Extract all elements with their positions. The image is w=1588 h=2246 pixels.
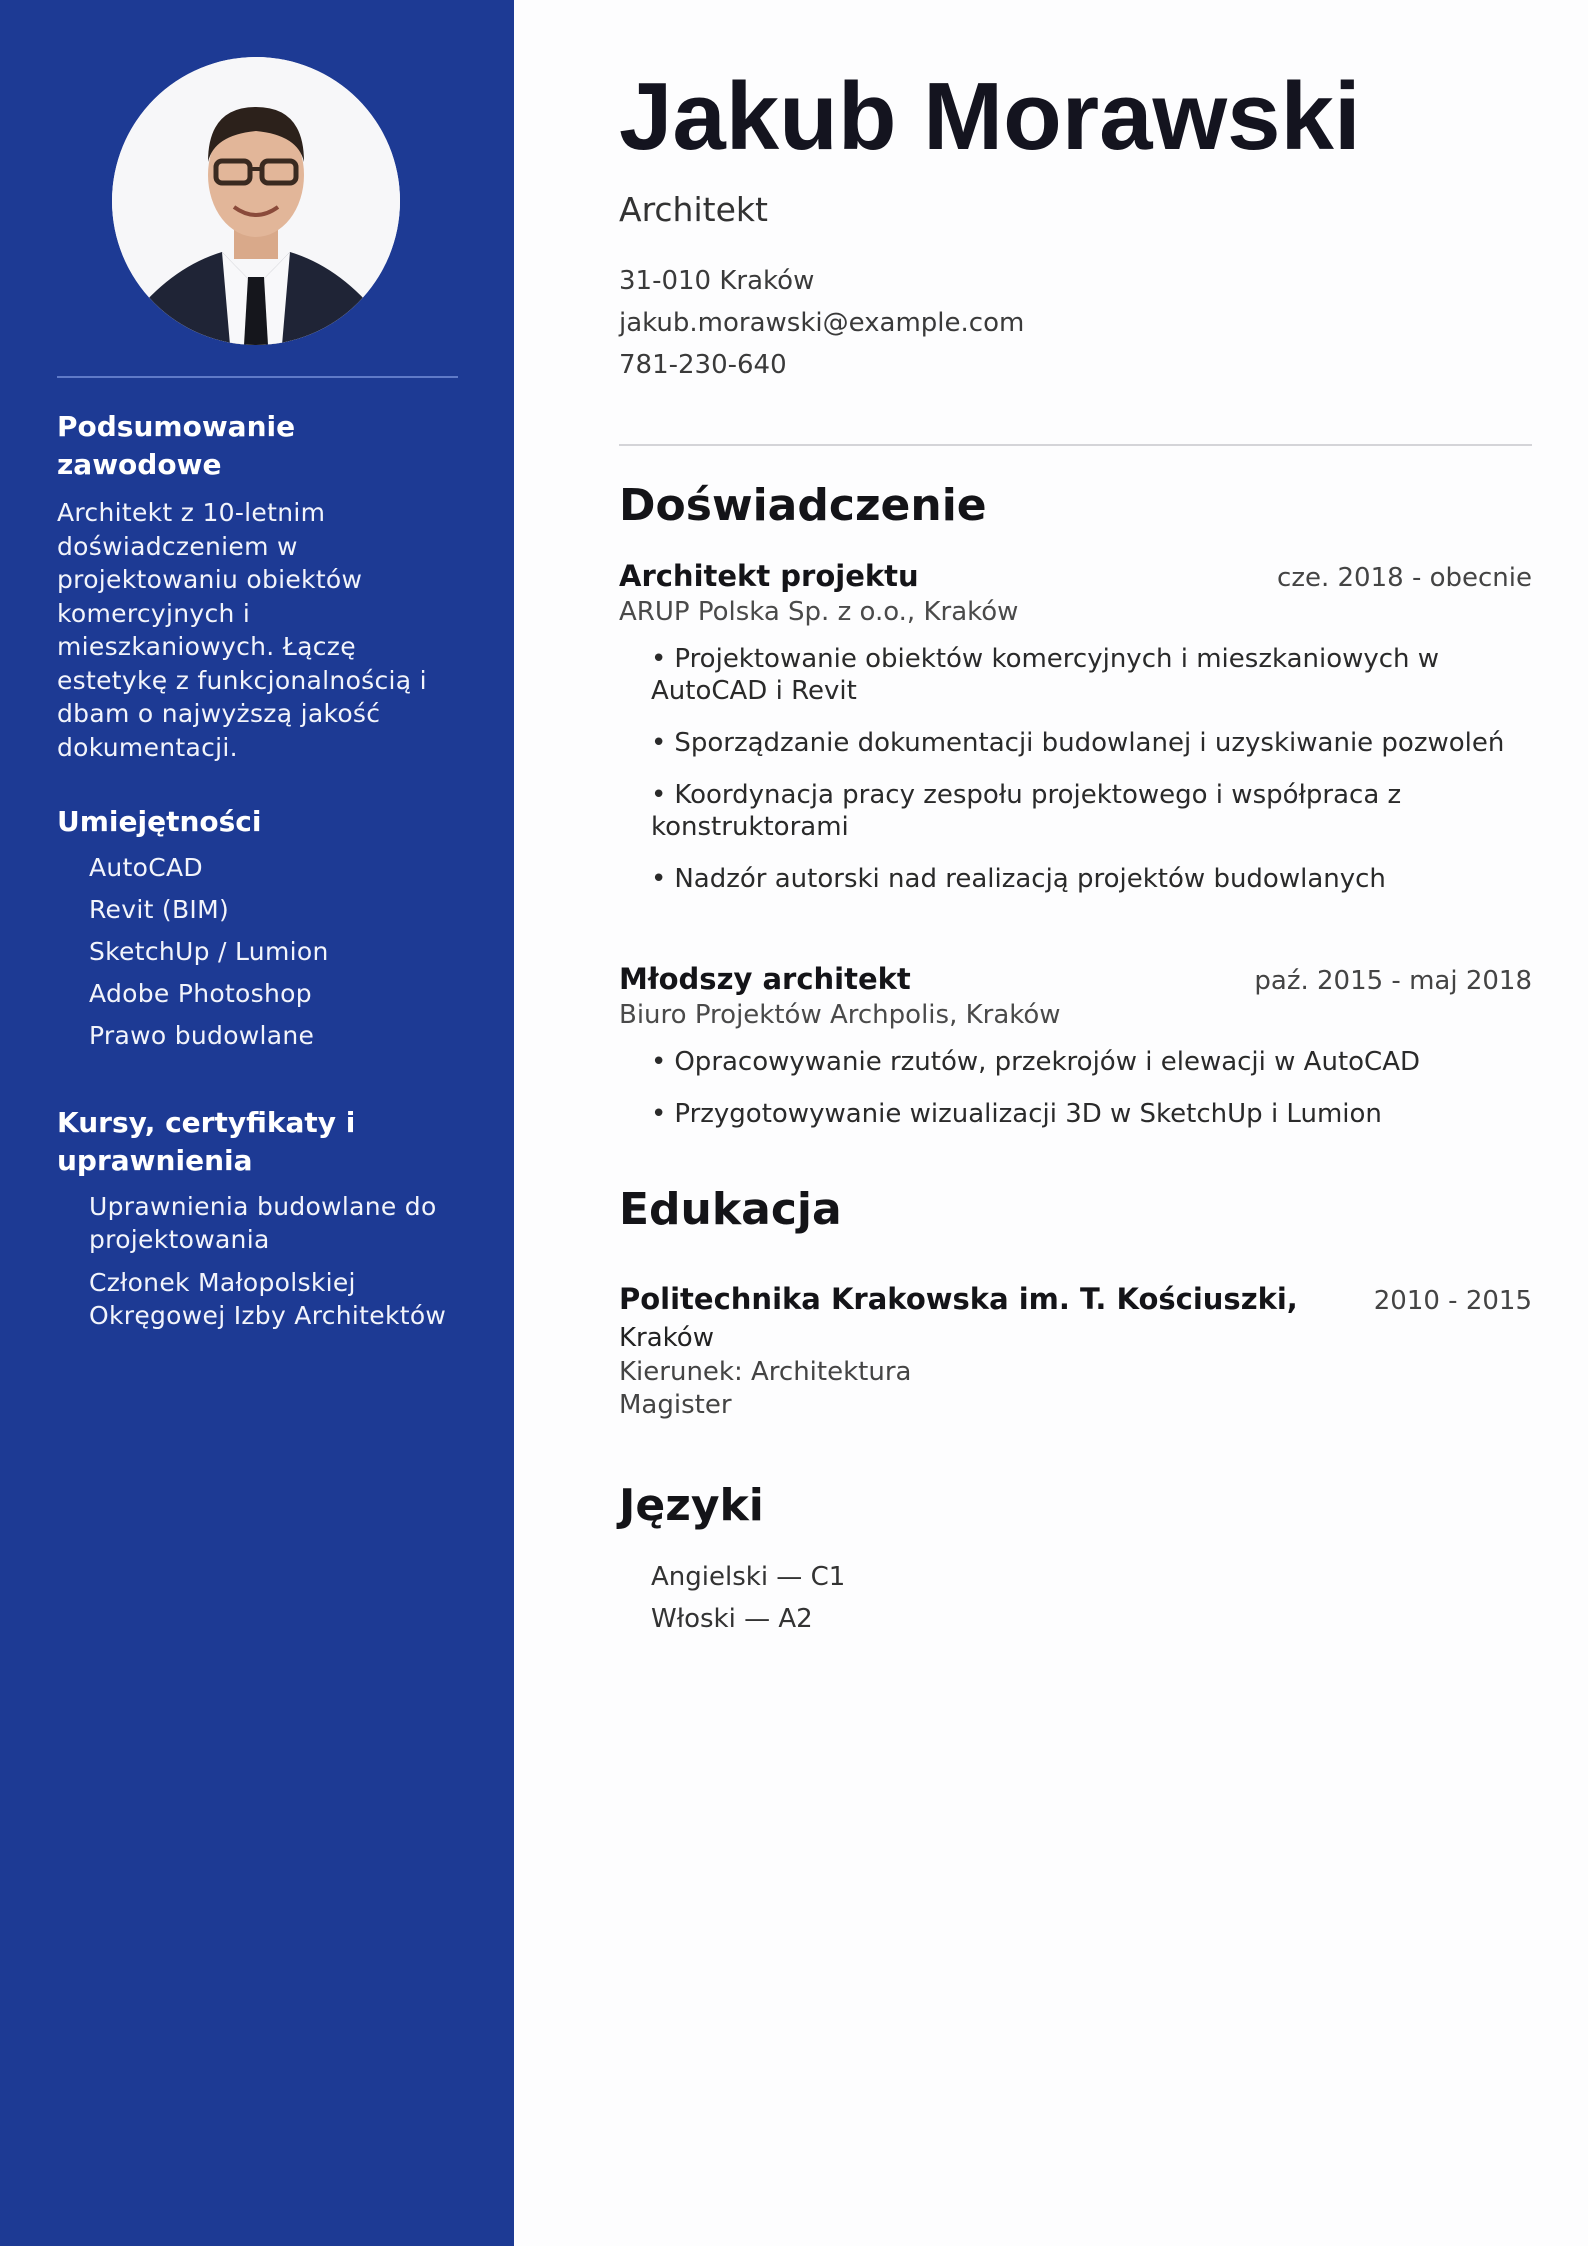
skill-item: Adobe Photoshop [89, 979, 312, 1008]
languages-heading: Języki [619, 1480, 764, 1531]
certs-section [57, 1104, 447, 1342]
cert-item: Uprawnienia budowlane do projektowania [89, 1192, 437, 1254]
language-item: Angielski — C1 [651, 1562, 846, 1592]
certs-list [57, 1190, 447, 1332]
skill-item: Prawo budowlane [89, 1021, 315, 1050]
languages-list [651, 1556, 845, 1640]
contact-address: 31-010 Kraków [619, 266, 815, 296]
job-bullet: • Sporządzanie dokumentacji budowlanej i uzyskiwanie pozwoleń [651, 728, 1505, 758]
profile-photo [112, 57, 400, 345]
education-entry [619, 1280, 1532, 1422]
sidebar-divider [57, 376, 458, 378]
person-portrait-icon [112, 57, 400, 345]
job-bullet: • Projektowanie obiektów komercyjnych i mieszkaniowych w AutoCAD i Revit [651, 644, 1440, 706]
skill-item: AutoCAD [89, 853, 203, 882]
summary-section [57, 408, 467, 764]
edu-degree: Magister [619, 1390, 732, 1420]
edu-school: Politechnika Krakowska im. T. Kościuszki, [619, 1282, 1298, 1316]
skills-section [57, 803, 467, 1061]
job-role: Młodszy architekt [619, 962, 911, 996]
job-role: Architekt projektu [619, 559, 919, 593]
certs-heading: Kursy, certyfikaty i uprawnienia [57, 1106, 356, 1177]
job-entry [619, 557, 1532, 915]
contact-list [619, 260, 1024, 386]
contact-phone: 781-230-640 [619, 350, 787, 380]
job-bullet: • Opracowywanie rzutów, przekrojów i elewacji w AutoCAD [651, 1047, 1421, 1077]
edu-city: Kraków [619, 1323, 714, 1353]
summary-heading: Podsumowanie zawodowe [57, 410, 296, 481]
job-company: ARUP Polska Sp. z o.o., Kraków [619, 597, 1019, 627]
job-entry [619, 960, 1532, 1150]
job-bullets [619, 643, 1532, 895]
candidate-name: Jakub Morawski [619, 63, 1361, 170]
skills-heading: Umiejętności [57, 805, 262, 838]
skill-item: Revit (BIM) [89, 895, 230, 924]
edu-field: Kierunek: Architektura [619, 1357, 912, 1387]
language-item: Włoski — A2 [651, 1604, 813, 1634]
cert-item: Członek Małopolskiej Okręgowej Izby Architektów [89, 1268, 447, 1330]
skills-list [57, 851, 467, 1052]
summary-text: Architekt z 10-letnim doświadczeniem w projektowaniu obiektów komercyjnych i mieszkaniowych. Łączę estetykę z funkcjonalnością i dbam o najwyższą jakość dokumentacji. [57, 498, 427, 762]
header-divider [619, 444, 1532, 446]
candidate-title: Architekt [619, 190, 768, 229]
contact-email[interactable]: jakub.morawski@example.com [619, 308, 1025, 338]
job-company: Biuro Projektów Archpolis, Kraków [619, 1000, 1061, 1030]
job-bullets [619, 1046, 1532, 1130]
job-bullet: • Nadzór autorski nad realizacją projektów budowlanych [651, 864, 1386, 894]
job-dates: paź. 2015 - maj 2018 [1254, 966, 1532, 996]
job-bullet: • Koordynacja pracy zespołu projektowego i współpraca z konstruktorami [651, 780, 1402, 842]
sidebar [0, 0, 514, 2246]
experience-heading: Doświadczenie [619, 480, 987, 531]
education-heading: Edukacja [619, 1184, 842, 1235]
skill-item: SketchUp / Lumion [89, 937, 329, 966]
edu-dates: 2010 - 2015 [1373, 1286, 1532, 1316]
job-dates: cze. 2018 - obecnie [1277, 563, 1532, 593]
job-bullet: • Przygotowywanie wizualizacji 3D w SketchUp i Lumion [651, 1099, 1382, 1129]
